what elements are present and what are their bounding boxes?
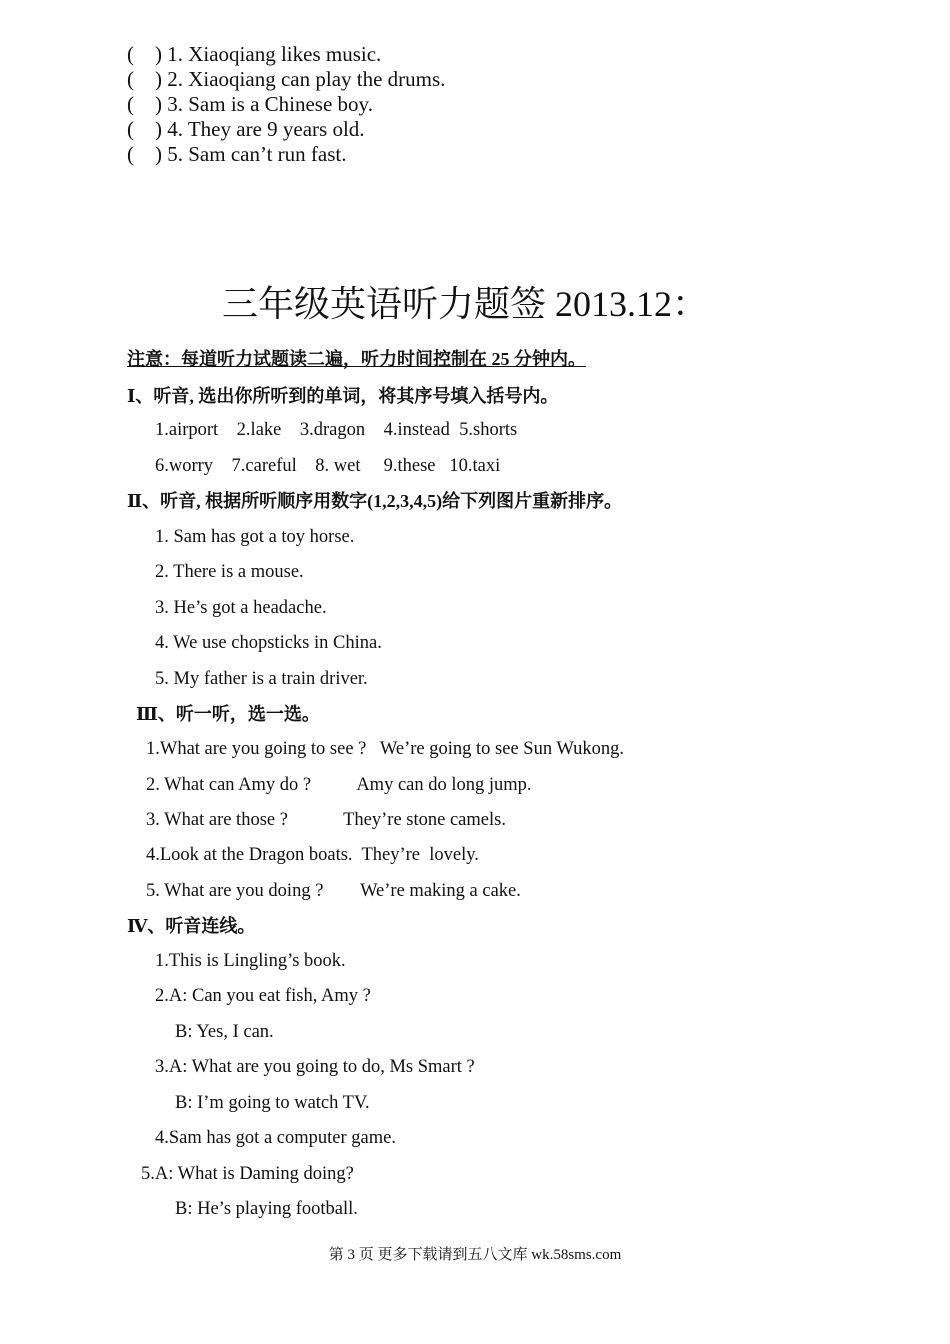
judgement-item-1: ( ) 1. Xiaoqiang likes music. bbox=[127, 42, 382, 66]
section-4-line-5: B: I’m going to watch TV. bbox=[175, 1093, 370, 1113]
page-title: 三年级英语听力题签 2013.12： bbox=[221, 284, 708, 324]
section-2-line-1: 1. Sam has got a toy horse. bbox=[155, 527, 355, 547]
section-3-line-1: 1.What are you going to see ? We’re going to see Sun Wukong. bbox=[146, 739, 624, 759]
judgement-item-3: ( ) 3. Sam is a Chinese boy. bbox=[127, 92, 373, 116]
section-4-line-3: B: Yes, I can. bbox=[175, 1022, 274, 1042]
section-4-line-6: 4.Sam has got a computer game. bbox=[155, 1128, 396, 1148]
judgement-item-2: ( ) 2. Xiaoqiang can play the drums. bbox=[127, 67, 446, 91]
section-2-line-5: 5. My father is a train driver. bbox=[155, 669, 368, 689]
section-4-line-1: 1.This is Lingling’s book. bbox=[155, 951, 346, 971]
judgement-item-4: ( ) 4. They are 9 years old. bbox=[127, 117, 365, 141]
section-2-line-4: 4. We use chopsticks in China. bbox=[155, 633, 382, 653]
page-footer: 第 3 页 更多下载请到五八文库 wk.58sms.com bbox=[328, 1247, 622, 1263]
section-2-line-2: 2. There is a mouse. bbox=[155, 562, 304, 582]
section-4-line-7: 5.A: What is Daming doing? bbox=[141, 1164, 354, 1184]
section-2-heading: Ⅱ、听音, 根据所听顺序用数字(1,2,3,4,5)给下列图片重新排序。 bbox=[127, 491, 623, 511]
section-3-line-3: 3. What are those ? They’re stone camels. bbox=[146, 810, 506, 830]
section-3-line-2: 2. What can Amy do ? Amy can do long jump. bbox=[146, 775, 532, 795]
section-4-line-4: 3.A: What are you going to do, Ms Smart ? bbox=[155, 1057, 475, 1077]
section-1-words-row-2: 6.worry 7.careful 8. wet 9.these 10.taxi bbox=[155, 456, 501, 476]
section-3-line-5: 5. What are you doing ? We’re making a cake. bbox=[146, 881, 521, 901]
section-4-line-8: B: He’s playing football. bbox=[175, 1199, 358, 1219]
section-4-line-2: 2.A: Can you eat fish, Amy ? bbox=[155, 986, 371, 1006]
section-1-heading: Ⅰ、听音, 选出你所听到的单词，将其序号填入括号内。 bbox=[127, 386, 559, 406]
judgement-item-5: ( ) 5. Sam can’t run fast. bbox=[127, 142, 347, 166]
note: 注意：每道听力试题读二遍，听力时间控制在 25 分钟内。 bbox=[127, 349, 586, 369]
section-3-line-4: 4.Look at the Dragon boats. They’re lovely. bbox=[146, 845, 479, 865]
section-1-words-row-1: 1.airport 2.lake 3.dragon 4.instead 5.shorts bbox=[155, 420, 518, 440]
section-4-heading: Ⅳ、听音连线。 bbox=[127, 916, 256, 936]
section-2-line-3: 3. He’s got a headache. bbox=[155, 598, 327, 618]
section-3-heading: Ⅲ、听一听，选一选。 bbox=[136, 704, 320, 724]
